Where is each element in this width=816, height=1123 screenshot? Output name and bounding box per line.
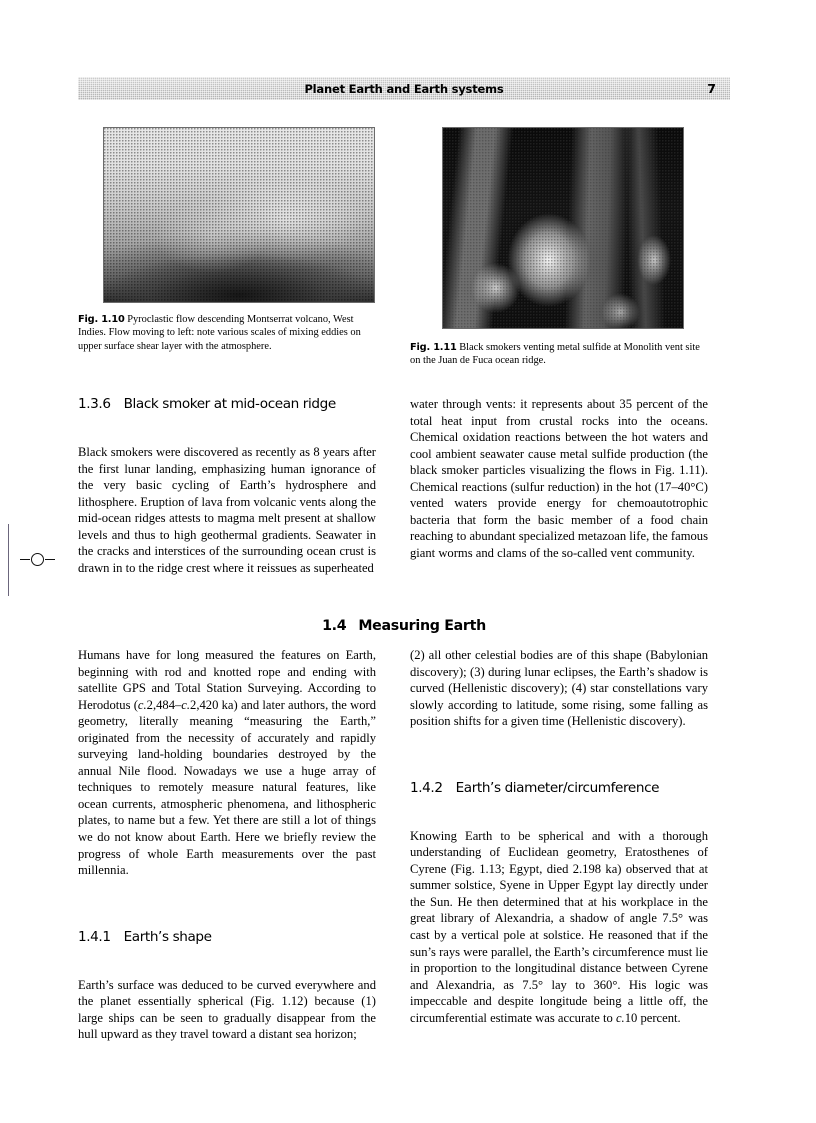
column-left-upper	[78, 396, 376, 576]
diameter-part-2: 10 percent.	[624, 1010, 681, 1025]
subheading-1-3-6-title: Black smoker at mid-ocean ridge	[123, 396, 336, 412]
figure-1-10-caption	[78, 313, 376, 353]
intro-part-3: 2,420 ka) and later authors, the word geometry, literally meaning “measuring the Earth,” originated from the necessity of accurately and rapidly surveying land-holding boundaries destroyed by the annual Nile flood. Nowadays we use a huge array of techniques to remotely measure natural features, like ocean currents, atmospheric phenomena, and lithospheric plates, to name but a few. Yet there are still a lot of things we do not know about Earth. Here we briefly review the progress of whole Earth measurements over the past millennia.	[78, 697, 376, 878]
figure-1-11-image	[442, 127, 684, 329]
paragraph-measuring-earth-intro	[78, 647, 376, 879]
paragraph-black-smoker-right: water through vents: it represents about 35 percent of the total heat input from crustal rocks into the oceans. Chemical oxidation reactions between the hot waters and cool ambient seawater cause metal sulfide production (the black smoker particles visualizing the flows in Fig. 1.11). Chemical reactions (sulfur reduction) in the hot (17–40°C) vented waters provide energy for chemoautotrophic bacteria that form the basic member of a food chain reaching to abundant specialized metazoan life, the famous giant worms and clams of the so-called vent community.	[410, 397, 708, 560]
figure-1-11-caption-text: Black smokers venting metal sulfide at Monolith vent site on the Juan de Fuca ocean ridge.	[410, 342, 700, 367]
running-header-title: Planet Earth and Earth systems	[304, 81, 504, 96]
subheading-1-4-1	[78, 929, 376, 945]
intro-part-1: Humans have for long measured the features on Earth, beginning with rod and knotted rope and ending with satellite GPS and Total Station Surveying. According to Herodotus (	[78, 648, 376, 712]
intro-citation-2: c.	[181, 697, 191, 712]
paragraph-earths-shape-right: (2) all other celestial bodies are of this shape (Babylonian discovery); (3) during lunar eclipses, the Earth’s shadow is curved (Hellenistic discovery); (4) star constellations vary slowly according to latitude, some rising, some falling as position shifts for a given time (Hellenistic discovery).	[410, 648, 708, 729]
paragraph-earths-shape-left: Earth’s surface was deduced to be curved everywhere and the planet essentially spherical (Fig. 1.12) because (1) large ships can be seen to gradually disappear from the hull upward as they travel toward a distant sea horizon;	[78, 977, 376, 1042]
subheading-1-4-2	[410, 780, 708, 796]
column-left-lower	[78, 647, 376, 1043]
figure-1-10-label: Fig. 1.10	[78, 314, 125, 325]
section-heading-1-4-title: Measuring Earth	[358, 618, 486, 634]
subheading-1-4-2-title: Earth’s diameter/circumference	[455, 779, 660, 796]
figure-1-11-caption	[410, 341, 708, 368]
diameter-citation: c.	[615, 1010, 625, 1025]
trim-line-mark	[8, 524, 9, 596]
section-heading-1-4-number: 1.4	[322, 618, 347, 634]
subheading-1-4-2-number: 1.4.2	[410, 779, 443, 796]
paragraph-earths-diameter	[410, 828, 708, 1027]
registration-tick-right	[45, 559, 55, 560]
subheading-1-4-1-title: Earth’s shape	[123, 928, 212, 945]
figure-1-10-caption-text: Pyroclastic flow descending Montserrat volcano, West Indies. Flow moving to left: note various scales of mixing eddies on upper surface shear layer with the atmosphere.	[78, 314, 361, 352]
subheading-1-4-1-number: 1.4.1	[78, 928, 111, 945]
paragraph-black-smoker-left: Black smokers were discovered as recently as 8 years after the first lunar landing, emphasizing human ignorance of the very basic cycling of Earth’s hydrosphere and lithosphere. Eruption of lava from volcanic vents along the mid-ocean ridges attests to magma melt present at shallow levels and thus to high geothermal gradients. Seawater in the cracks and interstices of the surrounding ocean crust is drawn in to the ridge crest where it reissues as superheated	[78, 445, 376, 575]
column-right-lower	[410, 647, 708, 1026]
subheading-1-3-6-number: 1.3.6	[78, 396, 111, 412]
figure-1-10-image	[103, 127, 375, 303]
section-heading-1-4	[78, 618, 730, 634]
black-smoker-photo	[442, 127, 684, 329]
intro-part-2: 2,484–	[146, 697, 182, 712]
intro-citation-1: c.	[137, 697, 147, 712]
registration-tick-left	[20, 559, 30, 560]
running-header	[78, 77, 730, 100]
diameter-part-1: Knowing Earth to be spherical and with a thorough understanding of Euclidean geometry, Eratosthenes of Cyrene (Fig. 1.13; Egypt, died 2.198 ka) observed that at summer solstice, Syene in Upper Egypt lay directly under the Sun. He then determined that at his workplace in the great library of Alexandria, a shadow of angle 7.5° was cast by a vertical pole at solstice. He reasoned that if the sun’s rays were parallel, the Earth’s circumference must lie in proportion to the longitudinal distance between Cyrene and Alexandria, as 7.5° lay to 360°. His logic was impeccable and despite longitude being a little off, the circumferential estimate was accurate to	[410, 828, 708, 1025]
figure-1-11-label: Fig. 1.11	[410, 342, 457, 353]
column-right-upper	[410, 396, 708, 561]
pyroclastic-flow-photo	[103, 127, 375, 303]
registration-mark	[20, 545, 56, 575]
page-number: 7	[707, 81, 716, 96]
subheading-1-3-6	[78, 396, 376, 412]
registration-circle	[31, 553, 44, 566]
